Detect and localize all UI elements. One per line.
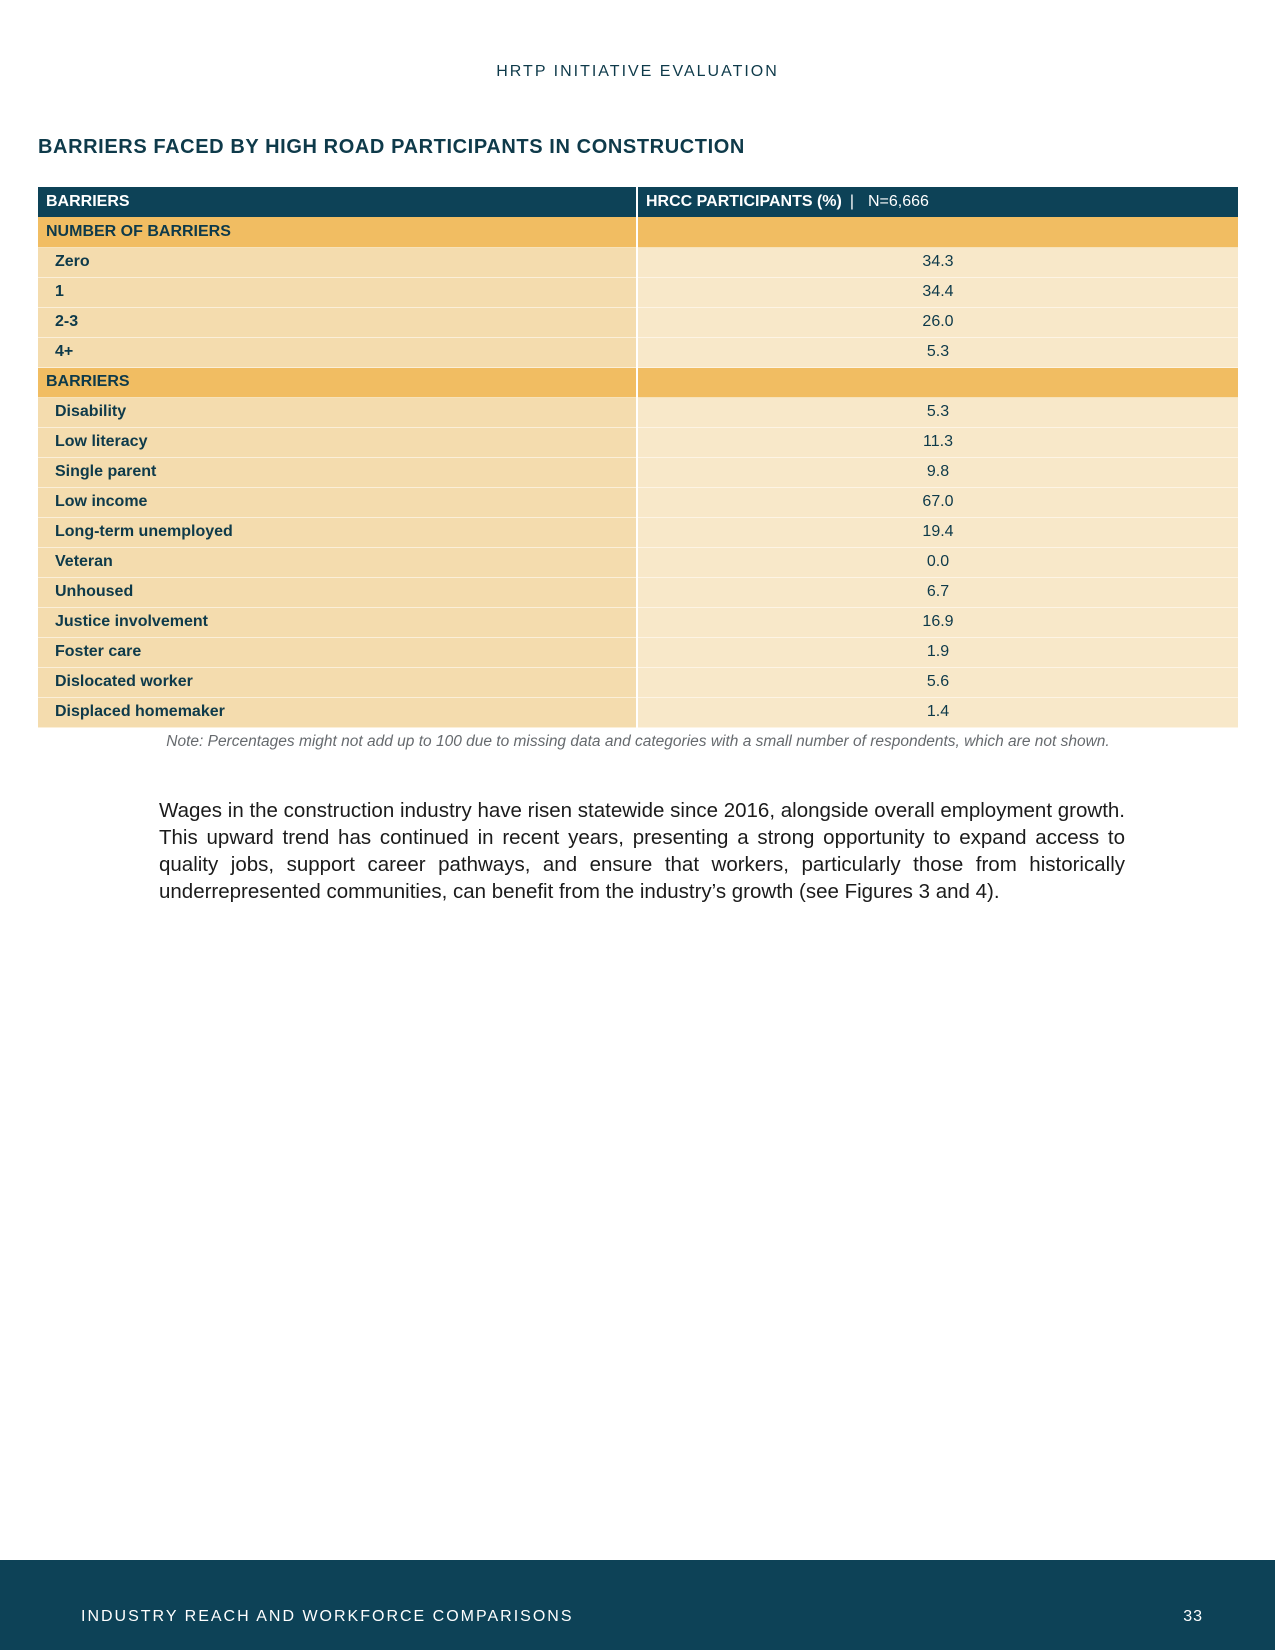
table-row — [38, 247, 1238, 277]
row-value: 34.3 — [637, 247, 1238, 277]
row-label: Veteran — [38, 547, 637, 577]
column-header-barriers: BARRIERS — [38, 187, 637, 217]
table-row — [38, 637, 1238, 667]
table-row — [38, 517, 1238, 547]
footer-section-title: INDUSTRY REACH AND WORKFORCE COMPARISONS — [81, 1608, 574, 1625]
table-row — [38, 427, 1238, 457]
row-label: Displaced homemaker — [38, 697, 637, 727]
sample-size-label: N=6,666 — [868, 193, 929, 210]
table-row — [38, 307, 1238, 337]
row-value: 16.9 — [637, 607, 1238, 637]
table-row — [38, 457, 1238, 487]
table-row — [38, 667, 1238, 697]
table-row — [38, 607, 1238, 637]
row-label: Low income — [38, 487, 637, 517]
row-label: Justice involvement — [38, 607, 637, 637]
table-row — [38, 397, 1238, 427]
row-value: 9.8 — [637, 457, 1238, 487]
table-note: Note: Percentages might not add up to 100 due to missing data and categories with a small number of respondents, which are not shown. — [166, 733, 1110, 750]
row-label: 1 — [38, 277, 637, 307]
row-label: Foster care — [38, 637, 637, 667]
row-value: 34.4 — [637, 277, 1238, 307]
running-head: HRTP INITIATIVE EVALUATION — [496, 63, 779, 80]
page-number: 33 — [1183, 1608, 1203, 1625]
table-row — [38, 277, 1238, 307]
table-row — [38, 577, 1238, 607]
column-header-participants — [637, 187, 1238, 217]
section-row-barriers — [38, 367, 1238, 397]
page-footer — [0, 1560, 1275, 1650]
row-label: Unhoused — [38, 577, 637, 607]
barriers-table — [38, 187, 1238, 728]
table-row — [38, 547, 1238, 577]
row-value: 5.3 — [637, 397, 1238, 427]
row-label: 2-3 — [38, 307, 637, 337]
row-label: 4+ — [38, 337, 637, 367]
section-label: BARRIERS — [38, 367, 637, 397]
section-blank-cell — [637, 217, 1238, 247]
section-label: NUMBER OF BARRIERS — [38, 217, 637, 247]
row-value: 0.0 — [637, 547, 1238, 577]
row-label: Long-term unemployed — [38, 517, 637, 547]
row-value: 11.3 — [637, 427, 1238, 457]
row-value: 67.0 — [637, 487, 1238, 517]
row-label: Disability — [38, 397, 637, 427]
row-label: Low literacy — [38, 427, 637, 457]
table-row — [38, 697, 1238, 727]
section-row-number-of-barriers — [38, 217, 1238, 247]
row-value: 5.3 — [637, 337, 1238, 367]
row-value: 19.4 — [637, 517, 1238, 547]
section-blank-cell — [637, 367, 1238, 397]
header-separator: | — [849, 193, 854, 210]
table-header-row — [38, 187, 1238, 217]
row-value: 1.4 — [637, 697, 1238, 727]
table-row — [38, 337, 1238, 367]
row-label: Dislocated worker — [38, 667, 637, 697]
body-paragraph: Wages in the construction industry have risen statewide since 2016, alongside overall employment growth. This upward trend has continued in recent years, presenting a strong opportunity to expand access to quality jobs, support career pathways, and ensure that workers, particularly those from historically underrepresented communities, can benefit from the industry’s growth (see Figures 3 and 4). — [159, 799, 1125, 903]
row-label: Zero — [38, 247, 637, 277]
row-label: Single parent — [38, 457, 637, 487]
row-value: 1.9 — [637, 637, 1238, 667]
row-value: 6.7 — [637, 577, 1238, 607]
table-row — [38, 487, 1238, 517]
row-value: 5.6 — [637, 667, 1238, 697]
table-title: BARRIERS FACED BY HIGH ROAD PARTICIPANTS IN CONSTRUCTION — [38, 136, 745, 158]
row-value: 26.0 — [637, 307, 1238, 337]
participants-header-label: HRCC PARTICIPANTS (%) — [646, 193, 842, 210]
